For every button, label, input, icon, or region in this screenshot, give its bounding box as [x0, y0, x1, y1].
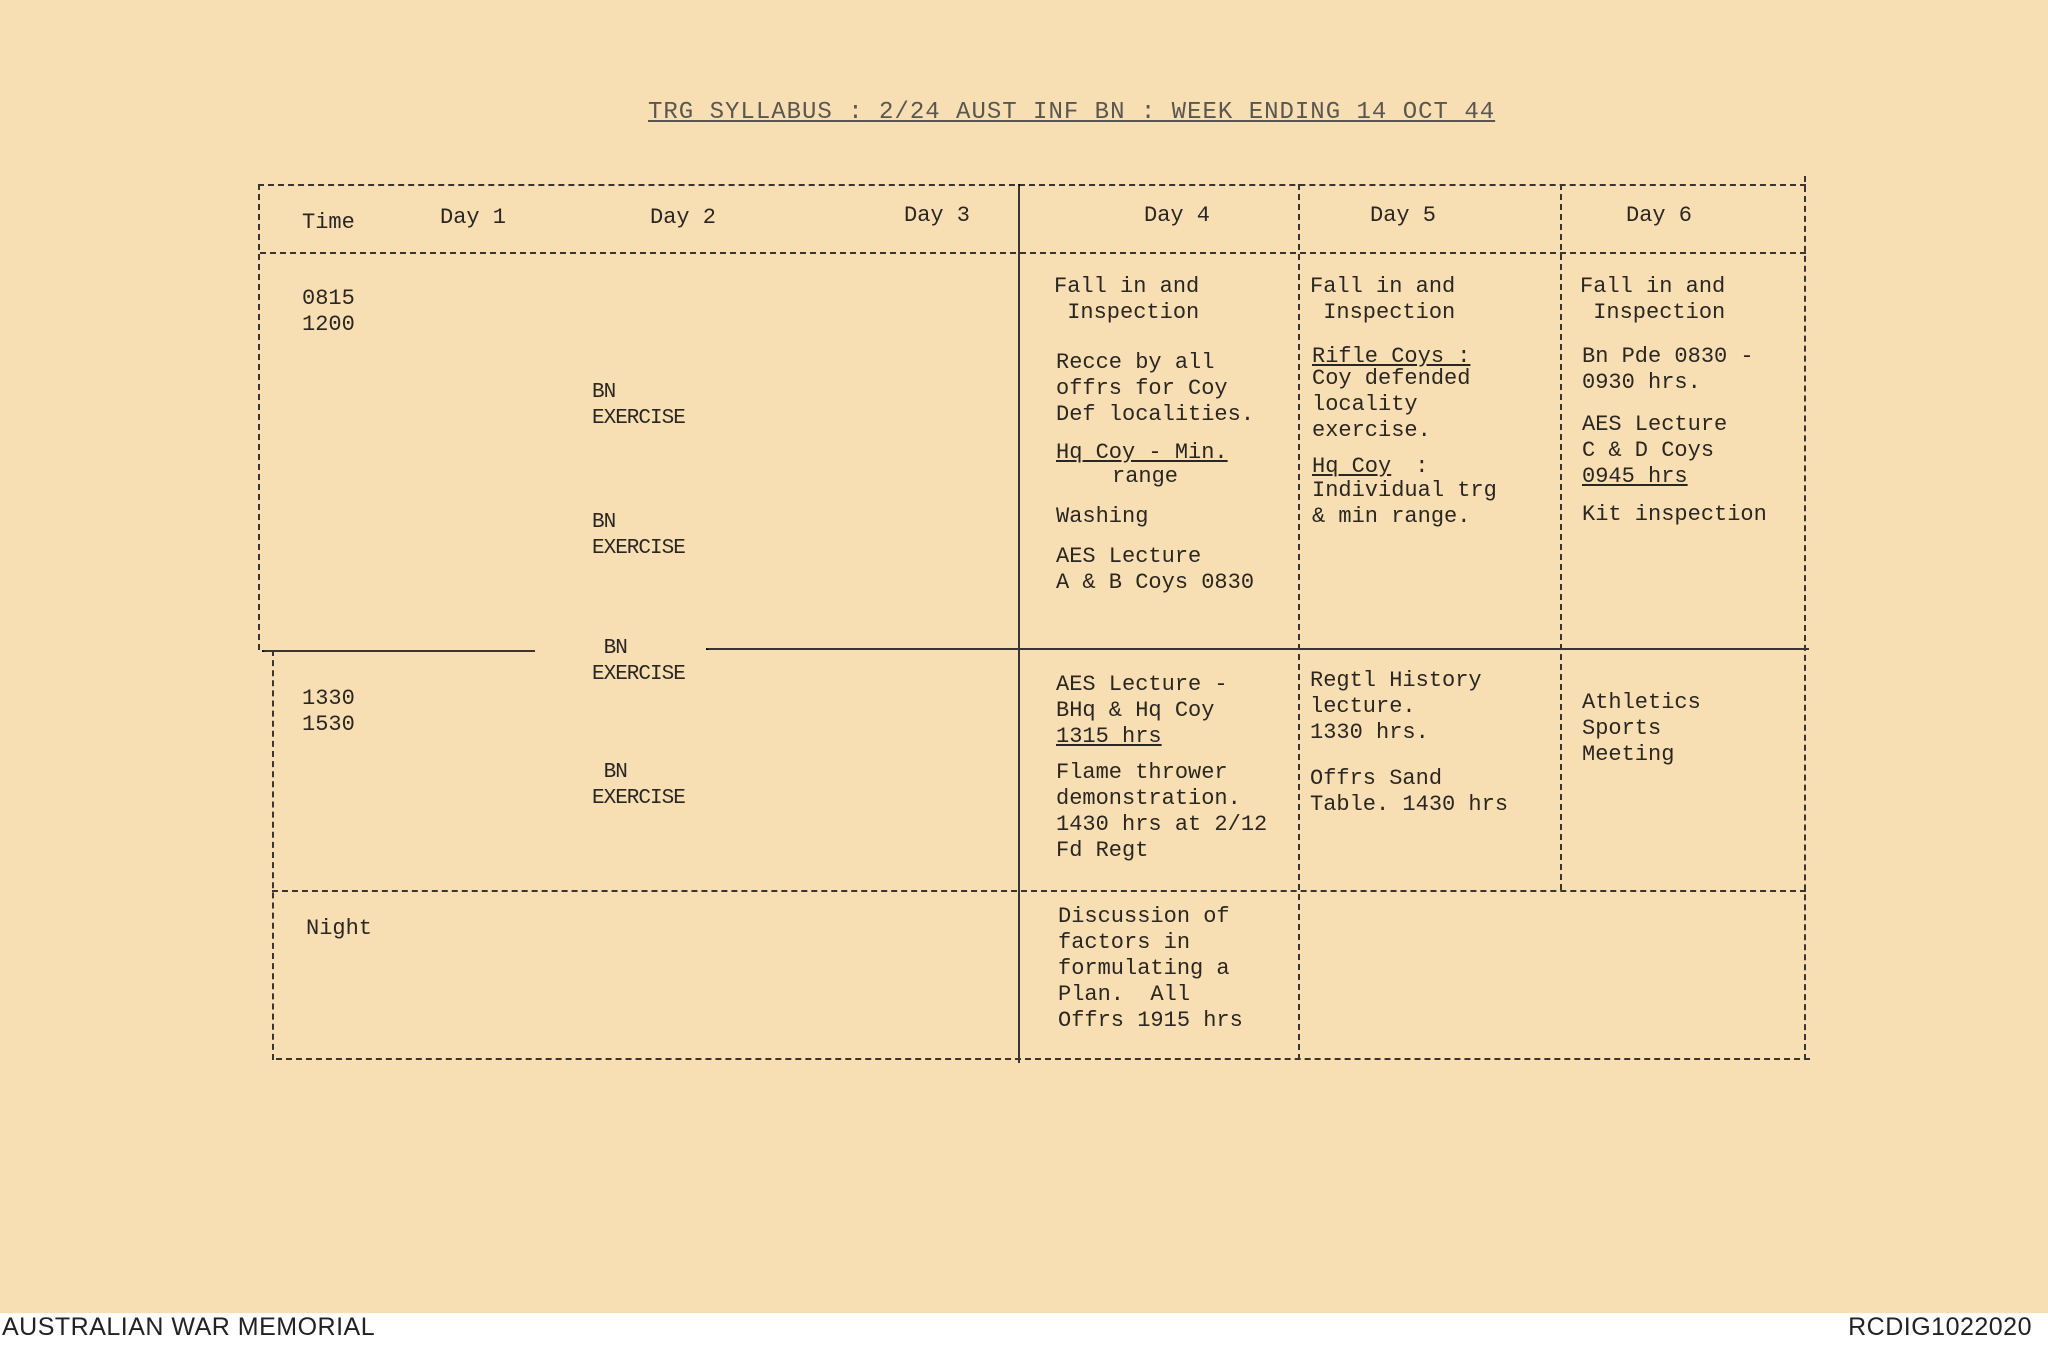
row-divider-1-right: [706, 648, 1809, 650]
header-day5: Day 5: [1370, 203, 1437, 228]
day5-morning-coy-defended: Coy defended locality exercise.: [1312, 366, 1471, 443]
day4-afternoon-flame-thrower: Flame thrower demonstration. 1430 hrs at 2/12 Fd Regt: [1056, 760, 1268, 863]
day4-morning-fall-in: Fall in and Inspection: [1054, 274, 1200, 325]
day4-morning-range: range: [1112, 464, 1179, 489]
day5-afternoon-sand-table: Offrs Sand Table. 1430 hrs: [1310, 766, 1509, 817]
day6-left-border: [1560, 184, 1562, 890]
day4-morning-hq-coy: Hq Coy - Min.: [1056, 440, 1228, 465]
day4-morning-aes-lecture: AES Lecture A & B Coys 0830: [1056, 544, 1255, 595]
page-title: TRG SYLLABUS : 2/24 AUST INF BN : WEEK ENDING 14 OCT 44: [648, 99, 1496, 126]
day4-morning-recce: Recce by all offrs for Coy Def localities.: [1056, 350, 1255, 427]
table-left-border-lower: [272, 650, 274, 1060]
time-morning-start: 0815: [302, 286, 355, 311]
day4-afternoon-aes-lecture: AES Lecture - BHq & Hq Coy: [1056, 672, 1228, 723]
row-divider-2: [272, 890, 1806, 892]
header-day2: Day 2: [650, 205, 717, 230]
time-night: Night: [306, 916, 373, 941]
header-time: Time: [302, 210, 355, 235]
bn-exercise-2: BN EXERCISE: [592, 511, 685, 560]
day5-morning-individual-trg: Individual trg & min range.: [1312, 478, 1497, 529]
table-left-border: [258, 184, 260, 650]
header-day6: Day 6: [1626, 203, 1693, 228]
day6-afternoon-athletics: Athletics Sports Meeting: [1582, 690, 1701, 767]
day6-morning-bn-pde: Bn Pde 0830 -: [1582, 344, 1754, 369]
day6-morning-0945: 0945 hrs: [1582, 464, 1688, 489]
time-morning-end: 1200: [302, 312, 355, 337]
bn-exercise-3: BN EXERCISE: [592, 637, 685, 686]
footer: [0, 1313, 2048, 1345]
header-day3: Day 3: [904, 203, 971, 228]
day5-morning-fall-in: Fall in and Inspection: [1310, 274, 1456, 325]
bn-exercise-1: BN EXERCISE: [592, 381, 685, 430]
day4-afternoon-1315: 1315 hrs: [1056, 724, 1162, 749]
footer-source: AUSTRALIAN WAR MEMORIAL: [2, 1313, 376, 1341]
day4-left-border: [1018, 184, 1020, 1063]
day4-night-discussion: Discussion of factors in formulating a Plan. All Offrs 1915 hrs: [1058, 904, 1243, 1033]
day5-left-border: [1298, 184, 1300, 1060]
row-divider-1-left: [262, 650, 535, 652]
day6-morning-kit-inspection: Kit inspection: [1582, 502, 1767, 527]
bn-exercise-4: BN EXERCISE: [592, 761, 685, 810]
table-bottom-border: [276, 1058, 1810, 1060]
header-day4: Day 4: [1144, 203, 1211, 228]
footer-id: RCDIG1022020: [1848, 1313, 2032, 1341]
table-top-border: [258, 184, 1806, 186]
time-afternoon-start: 1330: [302, 686, 355, 711]
day5-morning-hq-coy: Hq Coy: [1312, 454, 1392, 479]
day5-morning-rifle-coys: Rifle Coys :: [1312, 344, 1471, 369]
header-day1: Day 1: [440, 205, 507, 230]
table-right-border: [1804, 176, 1806, 1060]
day6-morning-fall-in: Fall in and Inspection: [1580, 274, 1726, 325]
day5-morning-hq-coy-colon: :: [1402, 454, 1429, 479]
header-divider: [260, 252, 1806, 254]
day4-morning-washing: Washing: [1056, 504, 1149, 529]
day5-afternoon-regtl-history: Regtl History lecture. 1330 hrs.: [1310, 668, 1482, 745]
day6-morning-aes-lecture: AES Lecture C & D Coys: [1582, 412, 1728, 463]
day6-morning-0930: 0930 hrs.: [1582, 370, 1701, 395]
time-afternoon-end: 1530: [302, 712, 355, 737]
